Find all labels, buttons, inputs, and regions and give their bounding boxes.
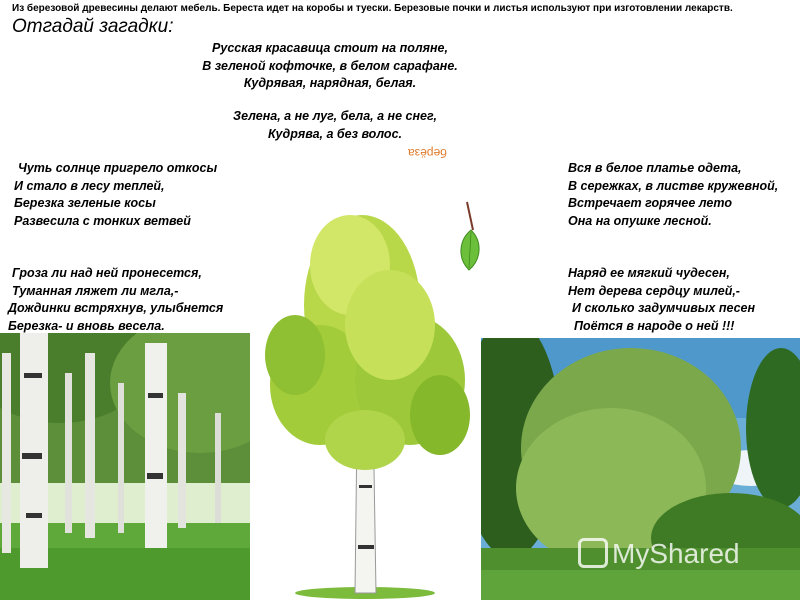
poem-line: Туманная ляжет ли мгла,- <box>12 283 179 298</box>
watermark-icon <box>578 538 608 568</box>
poem-right-2 <box>568 265 755 335</box>
poem-line: Встречает горячее лето <box>568 196 732 210</box>
watermark-text: MyShared <box>612 538 740 569</box>
riddle-answer: берёза <box>408 146 447 160</box>
poem-line: В сережках, в листве кружевной, <box>568 178 779 193</box>
riddle-1-line: Русская красавица стоит на поляне, <box>212 41 448 55</box>
intro-text: Из березовой древесины делают мебель. Береста идет на коробы и туески. Березовые почки и листья используют при изготовлении лекарств. <box>12 3 733 14</box>
poem-line: Дождинки встряхнув, улыбнется <box>8 301 224 315</box>
poem-line: И стало в лесу теплей, <box>14 178 165 193</box>
birch-tree-illustration <box>250 205 480 600</box>
poem-right-1 <box>568 160 778 230</box>
poem-left-2 <box>8 265 223 335</box>
poem-line: Развесила с тонких ветвей <box>14 213 191 228</box>
poem-line: Чуть солнце пригрело откосы <box>18 161 218 175</box>
riddle-1-line: В зеленой кофточке, в белом сарафане. <box>202 58 458 73</box>
riddle-1-line: Кудрявая, нарядная, белая. <box>243 76 417 90</box>
poem-line: Вся в белое платье одета, <box>568 161 742 175</box>
riddle-2-line: Кудрява, а без волос. <box>268 126 402 141</box>
poem-line: Березка зеленые косы <box>14 196 156 210</box>
riddle-2-line: Зелена, а не луг, бела, а не снег, <box>233 109 437 123</box>
poem-line: Нет дерева сердцу милей,- <box>568 283 740 298</box>
poem-line: Она на опушке лесной. <box>568 213 712 228</box>
poem-line: Поётся в народе о ней !!! <box>574 318 735 333</box>
page-heading: Отгадай загадки: <box>12 16 174 37</box>
poem-line: Березка- и вновь весела. <box>8 318 165 333</box>
birch-grove-photo <box>0 333 250 600</box>
poem-line: Гроза ли над ней пронесется, <box>12 266 202 280</box>
riddle-2 <box>150 108 520 143</box>
poem-line: И сколько задумчивых песен <box>572 301 756 315</box>
poem-left-1 <box>14 160 217 230</box>
riddle-1 <box>150 40 510 93</box>
poem-line: Наряд ее мягкий чудесен, <box>568 266 730 280</box>
